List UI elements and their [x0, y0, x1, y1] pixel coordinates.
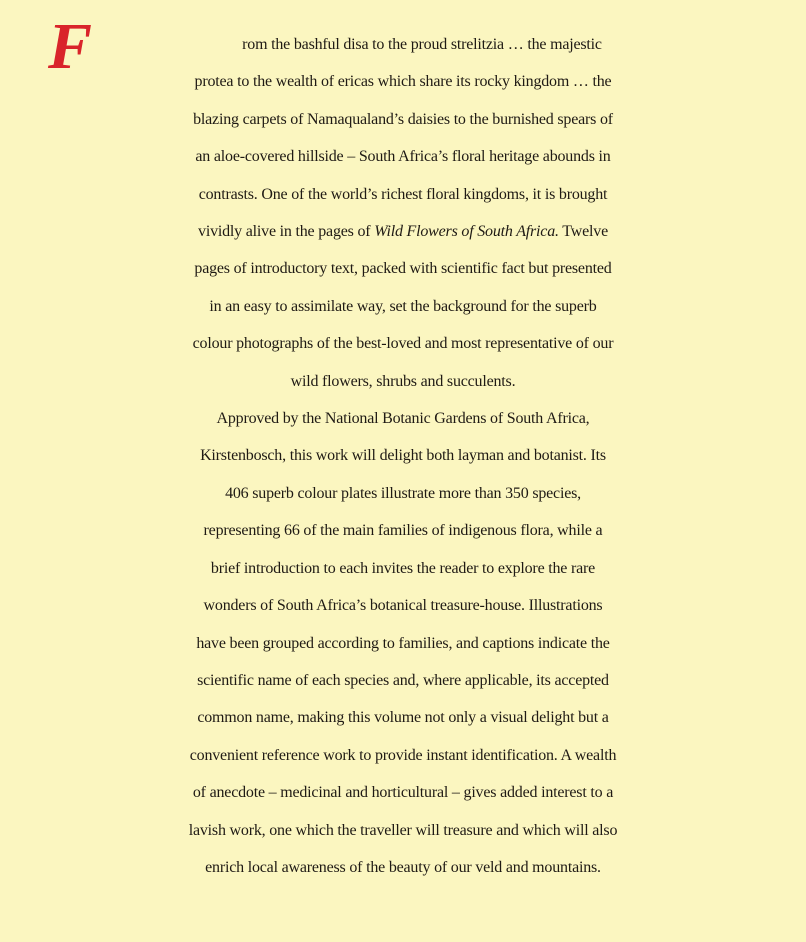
text-line: contrasts. One of the world’s richest floral kingdoms, it is brought: [198, 185, 608, 203]
text-line: 406 superb colour plates illustrate more than 350 species,: [225, 484, 581, 502]
text-line: of anecdote – medicinal and horticultural – gives added interest to a: [192, 784, 614, 802]
text-line: Approved by the National Botanic Gardens of South Africa,: [216, 410, 590, 428]
text-line: lavish work, one which the traveller will treasure and which will also: [188, 821, 618, 839]
paragraph-intro: [0, 10, 806, 400]
text-fragment: Twelve: [558, 223, 608, 241]
text-line: wonders of South Africa’s botanical treasure-house. Illustrations: [203, 597, 603, 615]
text-fragment: vividly alive in the pages of: [198, 223, 375, 241]
paragraph-details: [0, 400, 806, 886]
text-line: colour photographs of the best-loved and most representative of our: [192, 335, 614, 353]
text-line: representing 66 of the main families of indigenous flora, while a: [203, 522, 603, 540]
text-line: wild flowers, shrubs and succulents.: [290, 372, 516, 390]
text-line: Kirstenbosch, this work will delight both layman and botanist. Its: [200, 447, 606, 465]
text-line: [0, 213, 806, 250]
text-line: an aloe-covered hillside – South Africa’s floral heritage abounds in: [195, 148, 611, 166]
drop-cap: F: [48, 10, 92, 83]
text-line: pages of introductory text, packed with scientific fact but presented: [194, 260, 612, 278]
text-line: convenient reference work to provide instant identification. A wealth: [189, 746, 617, 764]
text-line: common name, making this volume not only a visual delight but a: [197, 709, 609, 727]
text-line: have been grouped according to families, and captions indicate the: [196, 634, 610, 652]
text-line: brief introduction to each invites the reader to explore the rare: [210, 559, 596, 577]
text-line: in an easy to assimilate way, set the background for the superb: [209, 297, 597, 315]
text-line: protea to the wealth of ericas which share its rocky kingdom … the: [194, 73, 612, 91]
text-line: blazing carpets of Namaqualand’s daisies to the burnished spears of: [193, 110, 613, 128]
text-line: enrich local awareness of the beauty of our veld and mountains.: [205, 858, 601, 876]
text-line-content: rom the bashful disa to the proud strelitzia … the majestic: [242, 36, 602, 53]
book-title: Wild Flowers of South Africa.: [374, 223, 559, 241]
text-line: scientific name of each species and, where applicable, its accepted: [197, 671, 609, 689]
